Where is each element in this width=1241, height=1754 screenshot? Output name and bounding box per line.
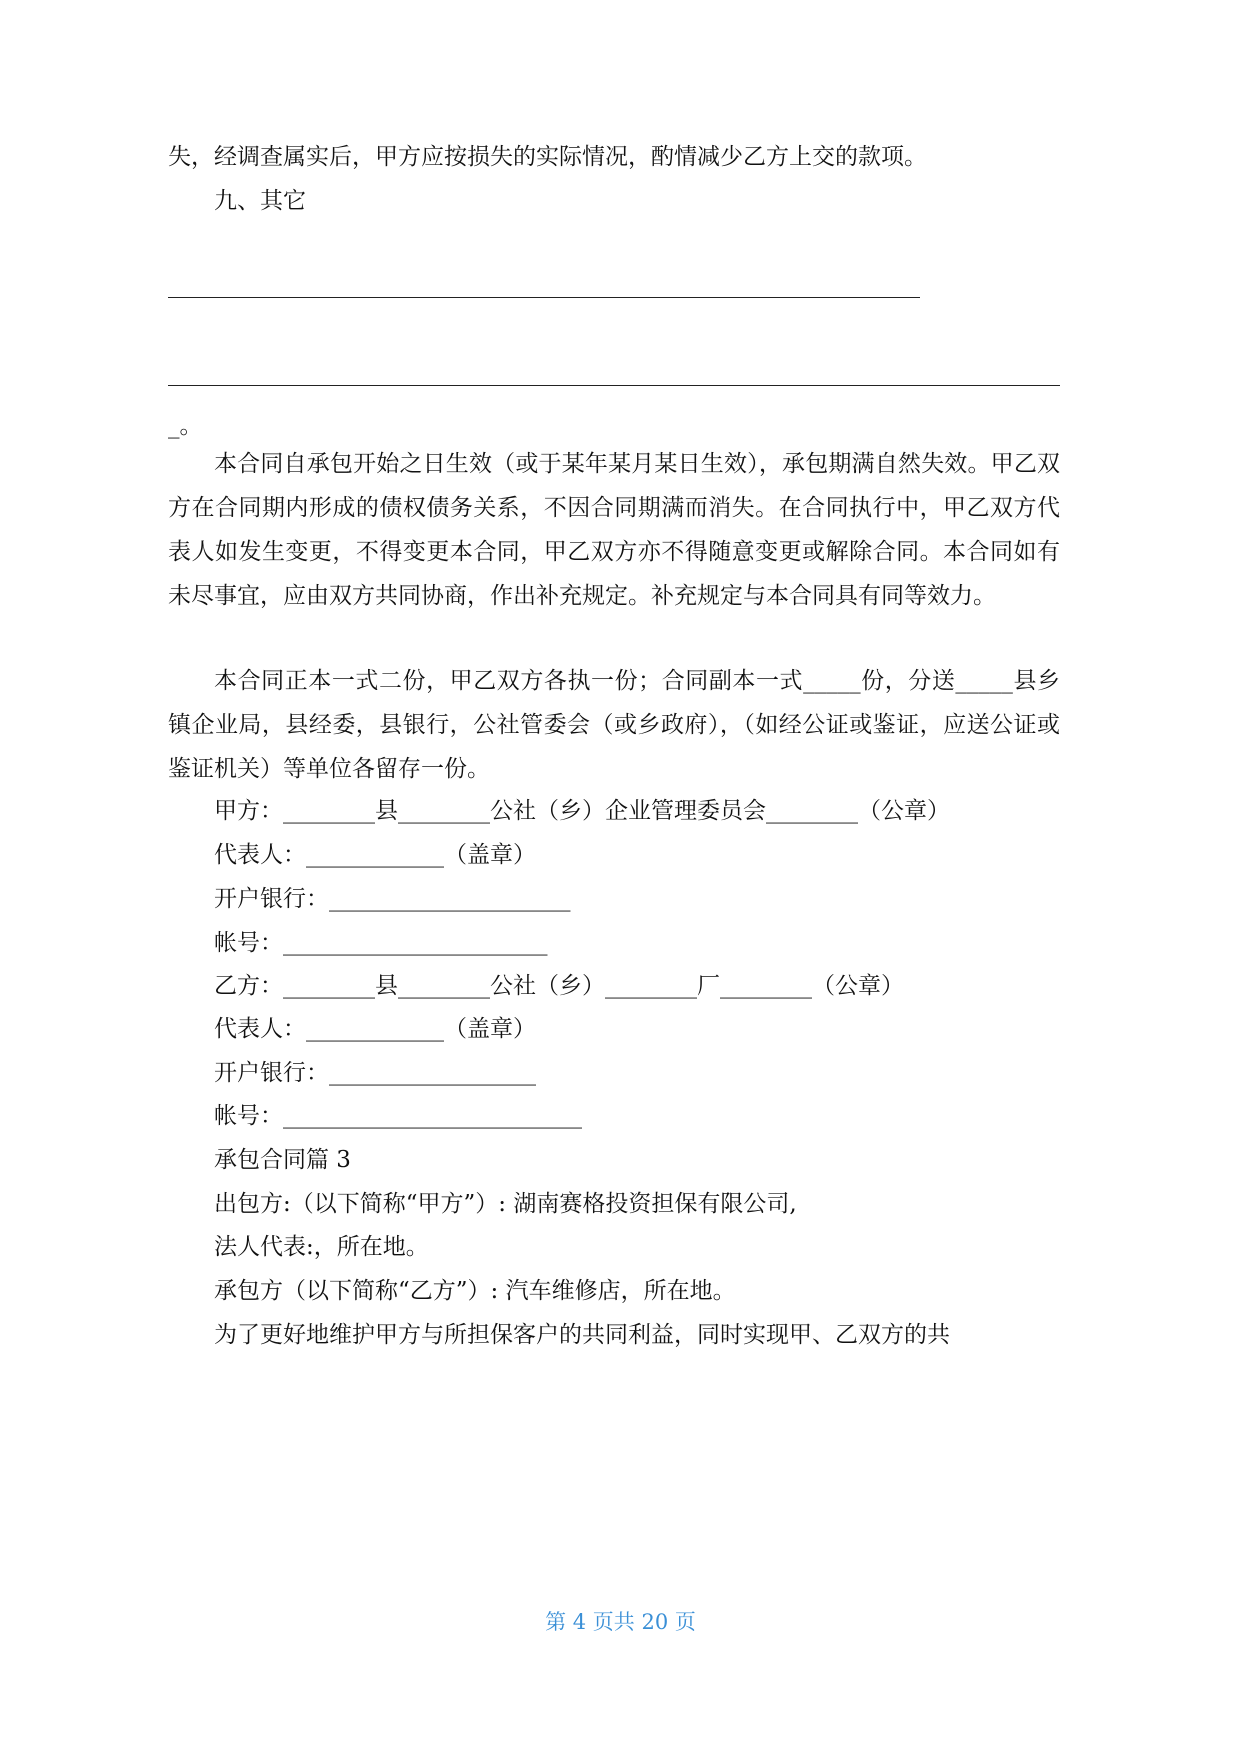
party-b-line: 乙方：________县________公社（乡）________厂________（公章） xyxy=(214,973,904,999)
blank-fill-line-2 xyxy=(168,385,1060,386)
contract-3-contractor-in: 承包方（以下简称“乙方”）: 汽车维修店，所在地。 xyxy=(214,1278,736,1304)
contract-3-contractor-out: 出包方:（以下简称“甲方”）: 湖南赛格投资担保有限公司, xyxy=(214,1191,797,1217)
paragraph-copies: 本合同正本一式二份，甲乙双方各执一份；合同副本一式_____份，分送_____县乡镇企业局，县经委，县银行，公社管委会（或乡政府），（如经公证或鉴证，应送公证或鉴证机关）等单位各留存一份。 xyxy=(168,668,1060,782)
party-a-line: 甲方：________县________公社（乡）企业管理委员会________（公章） xyxy=(214,798,950,824)
party-a-representative: 代表人：____________（盖章） xyxy=(214,842,536,868)
blank-line-tail: _。 xyxy=(168,413,203,439)
party-a-bank: 开户银行：_____________________ xyxy=(214,886,571,912)
contract-3-purpose-start: 为了更好地维护甲方与所担保客户的共同利益，同时实现甲、乙双方的共 xyxy=(214,1322,950,1348)
page-number-footer: 第 4 页共 20 页 xyxy=(545,1610,696,1634)
paragraph-effective-date: 本合同自承包开始之日生效（或于某年某月某日生效），承包期满自然失效。甲乙双方在合同期内形成的债权债务关系，不因合同期满而消失。在合同执行中，甲乙双方代表人如发生变更，不得变更本合同，甲乙双方亦不得随意变更或解除合同。本合同如有未尽事宜，应由双方共同协商，作出补充规定。补充规定与本合同具有同等效力。 xyxy=(168,451,1060,609)
contract-3-legal-rep: 法人代表:，所在地。 xyxy=(214,1234,429,1260)
blank-fill-line-1 xyxy=(168,297,920,298)
section-nine-heading: 九、其它 xyxy=(214,188,306,214)
party-a-account: 帐号：_______________________ xyxy=(214,930,548,956)
paragraph-continuation: 失，经调查属实后，甲方应按损失的实际情况，酌情减少乙方上交的款项。 xyxy=(168,144,927,170)
party-b-bank: 开户银行：__________________ xyxy=(214,1060,536,1086)
contract-3-title: 承包合同篇 3 xyxy=(214,1147,351,1173)
party-b-account: 帐号：__________________________ xyxy=(214,1103,582,1129)
party-b-representative: 代表人：____________（盖章） xyxy=(214,1016,536,1042)
